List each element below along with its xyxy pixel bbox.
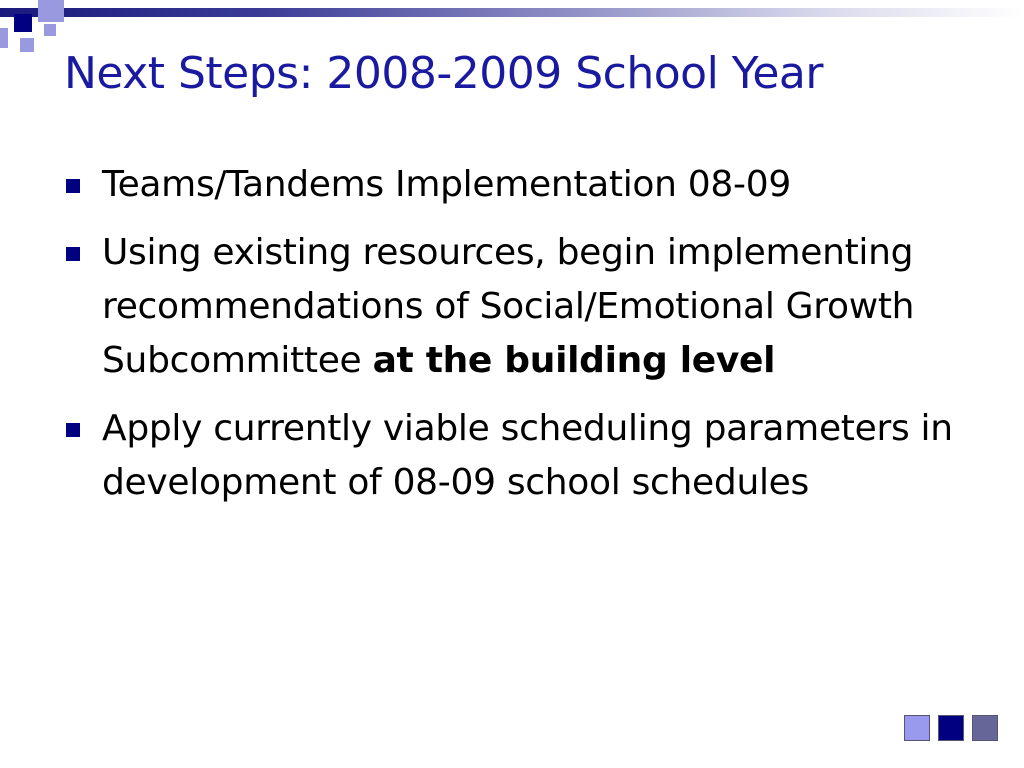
bullet-item xyxy=(66,226,966,388)
header-gradient-bar xyxy=(0,8,1024,17)
light-square-icon xyxy=(44,24,56,36)
square-bullet-icon xyxy=(66,247,80,261)
bullet-bold-text: at the building level xyxy=(372,340,776,381)
grey-square-icon xyxy=(972,715,998,741)
dark-square-icon xyxy=(938,715,964,741)
slide-title: Next Steps: 2008-2009 School Year xyxy=(64,48,823,99)
bullet-list xyxy=(66,158,966,524)
bullet-item xyxy=(66,158,966,212)
light-square-icon xyxy=(0,28,8,48)
dark-square-icon xyxy=(14,14,32,32)
light-square-icon xyxy=(904,715,930,741)
light-square-icon xyxy=(38,0,64,22)
bullet-text: Apply currently viable scheduling parameters in development of 08-09 school schedules xyxy=(102,408,953,503)
bullet-text: Using existing resources, begin implementing recommendations of Social/Emotional Growth Subcommittee xyxy=(102,232,915,381)
bullet-text: Teams/Tandems Implementation 08-09 xyxy=(102,164,791,205)
light-square-icon xyxy=(20,38,34,52)
square-bullet-icon xyxy=(66,179,80,193)
bullet-item xyxy=(66,402,966,510)
square-bullet-icon xyxy=(66,423,80,437)
